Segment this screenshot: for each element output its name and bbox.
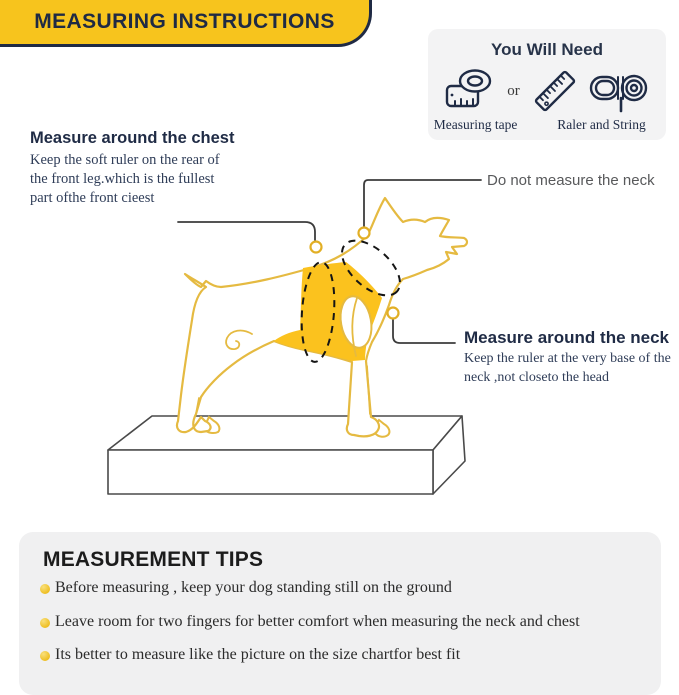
neck-annotation-body: Keep the ruler at the very base of the neck ,not closeto the head: [464, 351, 671, 385]
bullet-dot-icon: [40, 584, 50, 594]
you-will-need-title: You Will Need: [491, 40, 603, 59]
ruler-icon: [531, 67, 579, 115]
neck-callout-line: [393, 320, 455, 343]
measurement-tips-panel: [19, 532, 661, 695]
tip-item: [40, 579, 452, 597]
pedestal-box: [108, 416, 465, 494]
chest-callout-line: [178, 222, 315, 240]
bullet-dot-icon: [40, 618, 50, 628]
ruler-and-string-label: Raler and String: [557, 117, 646, 132]
tip-text: Its better to measure like the picture on the size chartfor best fit: [55, 646, 461, 663]
page-title: MEASURING INSTRUCTIONS: [34, 10, 335, 33]
tip-text: Before measuring , keep your dog standing still on the ground: [55, 579, 452, 596]
bullet-dot-icon: [40, 651, 50, 661]
tip-item: [40, 646, 460, 664]
or-label: or: [507, 82, 520, 99]
you-will-need-icons: [428, 67, 666, 115]
you-will-need-labels: [428, 117, 666, 133]
title-banner: [0, 0, 372, 47]
string-icon: [588, 68, 650, 114]
tip-text: Leave room for two fingers for better comfort when measuring the neck and chest: [55, 613, 580, 630]
tips-heading: MEASUREMENT TIPS: [43, 548, 264, 571]
measuring-tape-label: Measuring tape: [433, 117, 518, 132]
chest-annotation-heading: Measure around the chest: [30, 129, 235, 147]
neck-warning-label: Do not measure the neck: [487, 172, 655, 189]
measuring-tape-icon: [444, 68, 496, 114]
chest-annotation-body: Keep the soft ruler on the rear of the front leg.which is the fullest part ofthe front cieest: [30, 152, 220, 206]
you-will-need-panel: [428, 29, 666, 140]
tip-item: [40, 613, 580, 631]
neck-annotation-heading: Measure around the neck: [464, 328, 670, 347]
